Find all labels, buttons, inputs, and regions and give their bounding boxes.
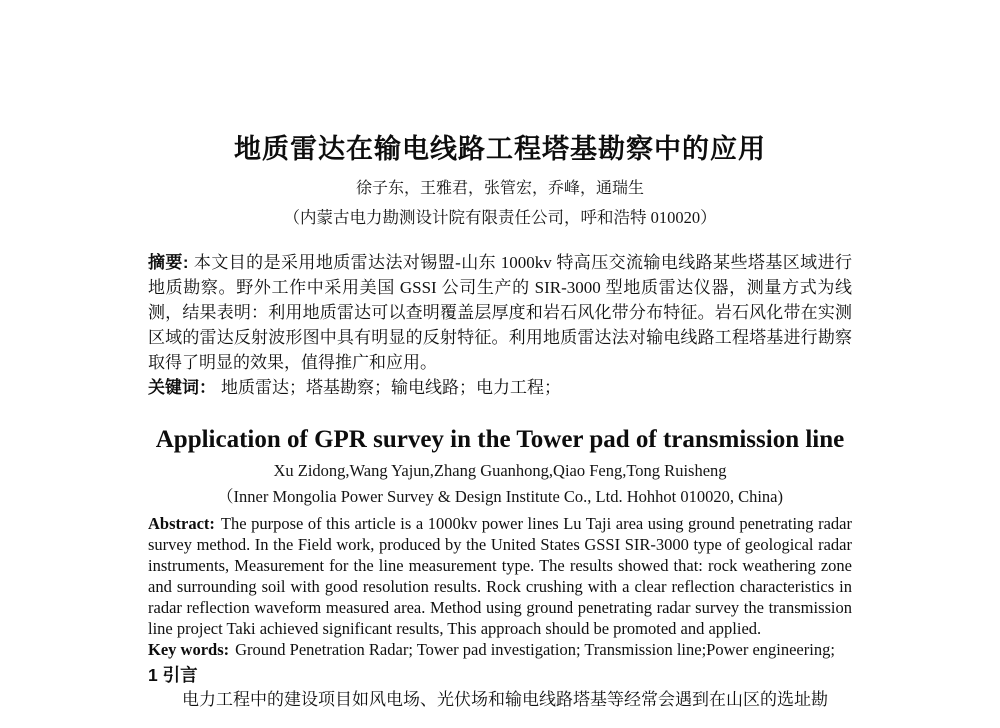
chinese-authors: 徐子东，王雅君，张管宏，乔峰，通瑞生 bbox=[355, 180, 644, 197]
english-abstract-text: The purpose of this article is a 1000kv power lines Lu Taji area using ground penetrating radar survey method. In the Field work, produced by the United States GSSI SIR-3000 type of geological radar instruments, Measurement for the line measurement type. The results showed that: rock weathering zone and surrounding soil with good resolution results. Rock crushing with a clear reflection characteristics in radar reflection waveform measured area. Method using ground penetrating radar survey the transmission line project Taki achieved significant results, This approach should be promoted and applied. bbox=[148, 514, 852, 638]
english-keywords bbox=[148, 639, 852, 660]
chinese-abstract bbox=[148, 250, 852, 375]
english-title: Application of GPR survey in the Tower pad of transmission line bbox=[155, 426, 845, 453]
english-abstract bbox=[148, 513, 852, 639]
english-affiliation: （Inner Mongolia Power Survey & Design Institute Co., Ltd. Hohhot 010020, China) bbox=[217, 487, 783, 506]
chinese-keywords-text: 地质雷达；塔基勘察；输电线路；电力工程； bbox=[221, 378, 561, 397]
chinese-title: 地质雷达在输电线路工程塔基勘察中的应用 bbox=[234, 134, 766, 164]
paper-content bbox=[148, 0, 852, 712]
english-keywords-text: Ground Penetration Radar; Tower pad investigation; Transmission line;Power engineering; bbox=[235, 640, 835, 659]
section-1-heading: 1 引言 bbox=[148, 665, 198, 685]
chinese-abstract-text: 本文目的是采用地质雷达法对锡盟-山东 1000kv 特高压交流输电线路某些塔基区域进行地质勘察。野外工作中采用美国 GSSI 公司生产的 SIR-3000 型地质雷达仪器，测量方式为线测，结果表明：利用地质雷达可以查明覆盖层厚度和岩石风化带分布特征。岩石风化带在实测区域的雷达反射波形图中具有明显的反射特征。利用地质雷达法对输电线路工程塔基进行勘察取得了明显的效果，值得推广和应用。 bbox=[148, 253, 852, 372]
english-keywords-label: Key words: bbox=[148, 640, 230, 659]
chinese-keywords bbox=[148, 375, 852, 400]
chinese-keywords-label: 关键词： bbox=[148, 378, 216, 397]
introduction-paragraph: 电力工程中的建设项目如风电场、光伏场和输电线路塔基等经常会遇到在山区的选址勘 bbox=[182, 690, 828, 709]
english-abstract-label: Abstract: bbox=[148, 514, 215, 533]
chinese-affiliation: （内蒙古电力勘测设计院有限责任公司，呼和浩特 010020） bbox=[283, 208, 717, 227]
chinese-abstract-label: 摘要: bbox=[148, 253, 189, 272]
english-authors: Xu Zidong,Wang Yajun,Zhang Guanhong,Qiao Feng,Tong Ruisheng bbox=[273, 461, 727, 480]
